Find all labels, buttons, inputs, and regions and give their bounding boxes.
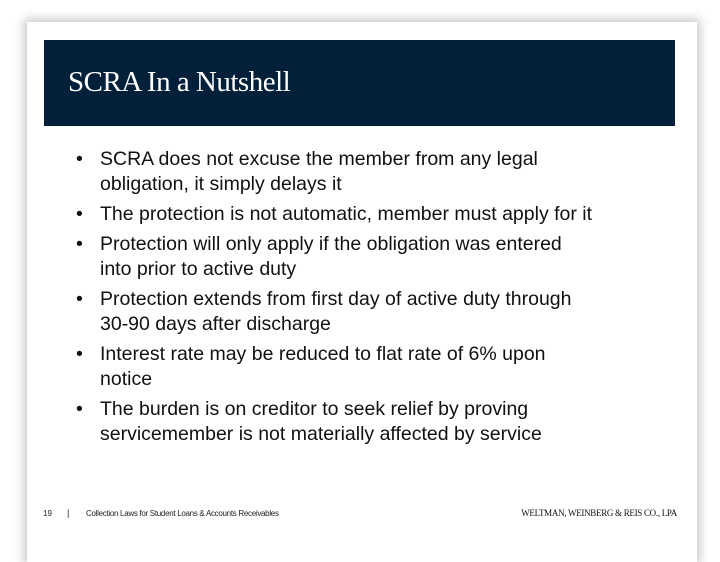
title-banner bbox=[44, 40, 675, 126]
bullet-text-line: SCRA does not excuse the member from any legal bbox=[100, 148, 538, 170]
bullet-text-line: 30-90 days after discharge bbox=[100, 313, 331, 335]
bullet-icon: • bbox=[76, 398, 83, 420]
bullet-text-line: Protection extends from first day of active duty through bbox=[100, 288, 572, 310]
bullet-text-line: obligation, it simply delays it bbox=[100, 173, 342, 195]
bullet-icon: • bbox=[76, 148, 83, 170]
bullet-icon: • bbox=[76, 288, 83, 310]
bullet-text-line: Protection will only apply if the obligation was entered bbox=[100, 233, 562, 255]
bullet-text-line: notice bbox=[100, 368, 153, 390]
bullet-text-line: into prior to active duty bbox=[100, 258, 297, 280]
footer-course-title: Collection Laws for Student Loans & Accounts Receivables bbox=[86, 509, 279, 518]
bullet-text-line: The protection is not automatic, member must apply for it bbox=[100, 203, 593, 225]
bullet-text-line: servicemember is not materially affected by service bbox=[100, 423, 542, 445]
bullet-icon: • bbox=[76, 203, 83, 225]
bullet-list bbox=[76, 147, 676, 452]
bullet-item bbox=[76, 202, 676, 227]
bullet-text-line: The burden is on creditor to seek relief by proving bbox=[100, 398, 529, 420]
bullet-item bbox=[76, 342, 676, 392]
bullet-text-line: Interest rate may be reduced to flat rate of 6% upon bbox=[100, 343, 546, 365]
footer-separator: | bbox=[67, 508, 70, 518]
bullet-item bbox=[76, 397, 676, 447]
bullet-icon: • bbox=[76, 233, 83, 255]
bullet-item bbox=[76, 147, 676, 197]
bullet-item bbox=[76, 287, 676, 337]
footer-firm-name: WELTMAN, WEINBERG & REIS CO., LPA bbox=[521, 508, 677, 518]
page-number: 19 bbox=[43, 509, 52, 518]
bullet-item bbox=[76, 232, 676, 282]
slide-title: SCRA In a Nutshell bbox=[68, 66, 291, 98]
bullet-icon: • bbox=[76, 343, 83, 365]
